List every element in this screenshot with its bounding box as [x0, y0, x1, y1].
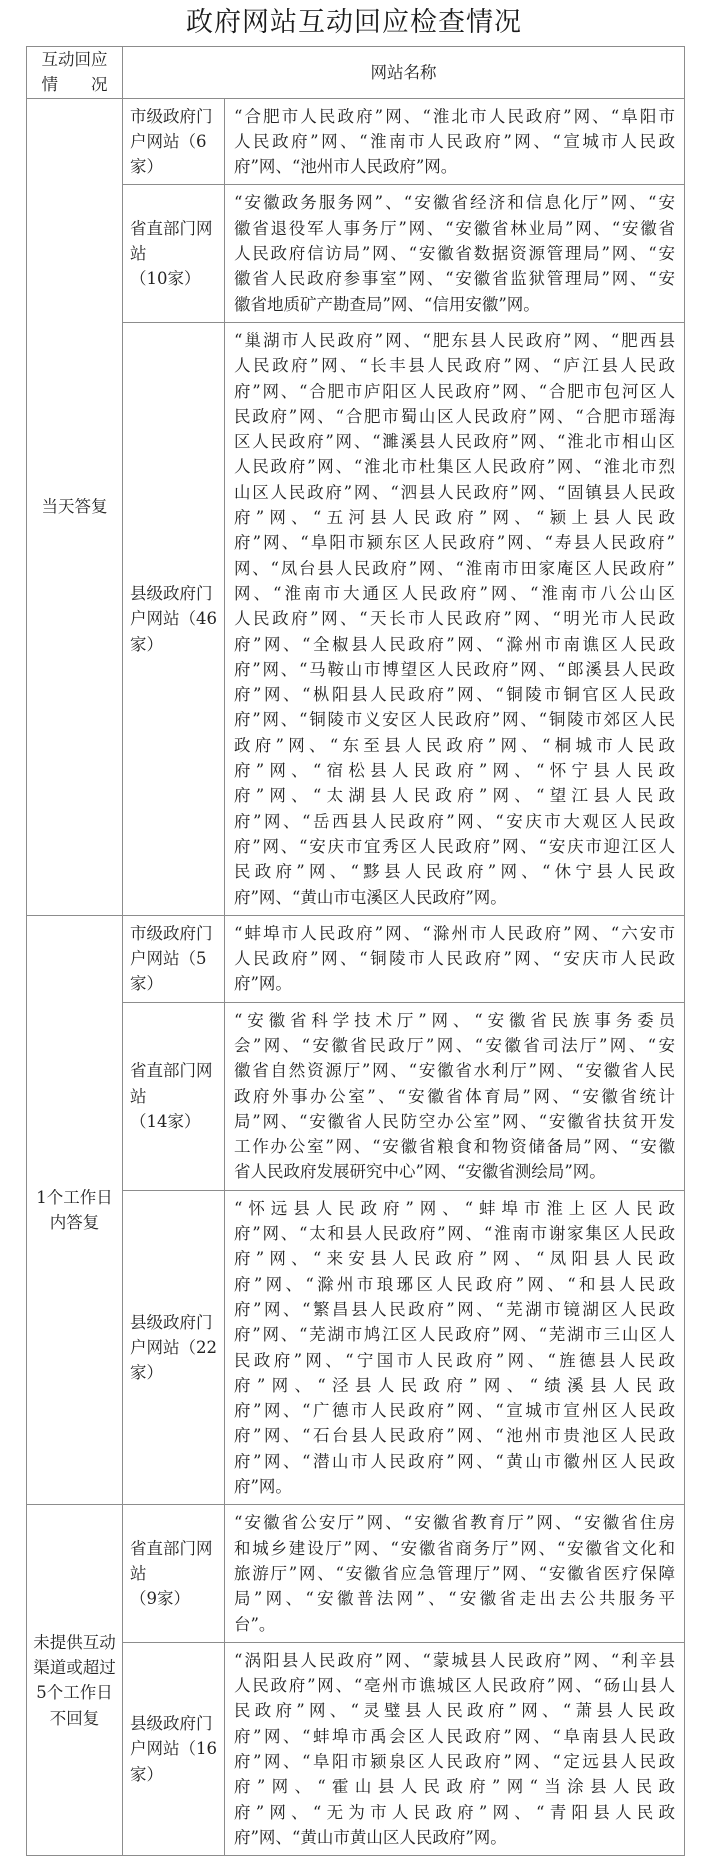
site-list-line: “涡阳县人民政府”网、“蒙城县人民政府”网、“利辛县 — [234, 1650, 675, 1670]
site-list-line: 人民政府”网、“铜陵市人民政府”网、“安庆市人民政 — [234, 949, 675, 969]
site-list-line: 政府”网、“东至县人民政府”网、“桐城市人民政 — [234, 735, 675, 755]
site-list-line: 人民政府”网、“淮南市人民政府”网、“宣城市人民政 — [234, 131, 675, 151]
site-list-line: 台”。 — [234, 1614, 276, 1634]
site-list-line: 府”网、“黄山市黄山区人民政府”网。 — [234, 1827, 507, 1847]
table-row — [27, 98, 685, 185]
site-list-line: 人民政府”网、“亳州市谯城区人民政府”网、“砀山县人 — [234, 1676, 675, 1696]
site-list-cell — [225, 1505, 685, 1642]
response-group-label: 不回复 — [49, 1708, 100, 1728]
site-list-line: 网、“凤台县人民政府”网、“淮南市田家庵区人民政府” — [234, 558, 675, 578]
site-category-label: 家） — [130, 157, 163, 177]
site-list-line: 府”网、“太和县人民政府”网、“淮南市谢家集区人民政 — [234, 1224, 675, 1244]
site-list-line: 府”网、“宿松县人民政府”网、“怀宁县人民政 — [234, 761, 675, 781]
site-list-cell — [225, 915, 685, 1002]
table-row — [27, 915, 685, 1002]
site-category-label: 户网站（5 — [130, 949, 207, 969]
header-site-name-cell — [123, 47, 685, 99]
response-group-label: 当天答复 — [41, 497, 108, 517]
site-list-line: “安徽省科学技术厅”网、“安徽省民族事务委员 — [234, 1010, 675, 1030]
header-response-line: 互动回应 — [41, 50, 108, 69]
inspection-table — [26, 46, 685, 1856]
site-list-line: 府”网、“五河县人民政府”网、“颍上县人民政 — [234, 508, 675, 528]
header-response-cell — [27, 47, 123, 99]
site-list-line: 府”网、“全椒县人民政府”网、“滁州市南谯区人民政 — [234, 634, 675, 654]
site-list-cell — [225, 1190, 685, 1505]
site-list-line: 府”网、“泾县人民政府”网、“绩溪县人民政 — [234, 1375, 675, 1395]
site-list-line: 省人民政府发展研究中心”网、“安徽省测绘局”网。 — [234, 1162, 606, 1182]
response-group-label: 1个工作日 — [36, 1187, 113, 1207]
response-group-label: 内答复 — [49, 1213, 100, 1233]
site-list-line: 民政府”网、“合肥市蜀山区人民政府”网、“合肥市瑶海 — [234, 406, 675, 426]
table-row — [27, 185, 685, 322]
site-list-line: 府”网、“芜湖市鸠江区人民政府”网、“芜湖市三山区人 — [234, 1325, 675, 1345]
site-list-line: 徽省自然资源厅”网、“安徽省水利厅”网、“安徽省人民 — [234, 1061, 675, 1081]
site-category-label: 县级政府门 — [130, 1714, 213, 1734]
site-list-line: “安徽政务服务网”、“安徽省经济和信息化厅”网、“安 — [234, 193, 675, 213]
site-list-line: 徽省地质矿产勘查局”网、“信用安徽”网。 — [234, 294, 540, 314]
site-list-line: 府”网。 — [234, 974, 292, 994]
site-list-line: 府”网、“岳西县人民政府”网、“安庆市大观区人民政 — [234, 811, 675, 831]
header-site-name-label: 网站名称 — [370, 62, 437, 82]
table-row — [27, 1190, 685, 1505]
table-row — [27, 1505, 685, 1642]
site-category-cell — [123, 322, 225, 915]
site-category-label: 市级政府门 — [130, 106, 213, 126]
site-list-cell — [225, 98, 685, 185]
site-list-line: 人民政府”网、“淮北市杜集区人民政府”网、“淮北市烈 — [234, 457, 675, 477]
site-category-label: 家） — [130, 634, 163, 654]
site-category-label: （10家） — [130, 269, 201, 289]
site-category-label: 市级政府门 — [130, 923, 213, 943]
site-category-cell — [123, 915, 225, 1002]
site-category-label: 站 — [130, 1086, 147, 1106]
site-category-cell — [123, 1190, 225, 1505]
site-list-line: 府”网、“合肥市庐阳区人民政府”网、“合肥市包河区人 — [234, 381, 675, 401]
site-list-line: “怀远县人民政府”网、“蚌埠市淮上区人民政 — [234, 1198, 675, 1218]
site-category-label: 站 — [130, 1563, 147, 1583]
site-category-label: 家） — [130, 974, 163, 994]
header-response-label — [42, 47, 108, 98]
site-list-line: 府”网、“池州市人民政府”网。 — [234, 157, 458, 177]
response-group-cell — [27, 915, 123, 1505]
site-category-label: 户网站（6 — [130, 131, 207, 151]
page-title: 政府网站互动回应检查情况 — [186, 7, 522, 38]
site-category-label: 户网站（16 — [130, 1739, 217, 1759]
site-list-line: 人民政府”网、“天长市人民政府”网、“明光市人民政 — [234, 609, 675, 629]
site-list-line: 府”网、“太湖县人民政府”网、“望江县人民政 — [234, 786, 675, 806]
site-category-label: 户网站（22 — [130, 1337, 217, 1357]
site-category-label: 省直部门网 — [130, 1538, 213, 1558]
site-list-line: 府”网、“马鞍山市博望区人民政府”网、“郎溪县人民政 — [234, 659, 675, 679]
site-list-line: 府”网、“安庆市宜秀区人民政府”网、“安庆市迎江区人 — [234, 836, 675, 856]
site-list-line: 府”网、“无为市人民政府”网、“青阳县人民政 — [234, 1802, 675, 1822]
site-list-line: 府”网、“滁州市琅琊区人民政府”网、“和县人民政 — [234, 1274, 675, 1294]
site-list-line: 府”网、“广德市人民政府”网、“宣城市宣州区人民政 — [234, 1401, 675, 1421]
response-group-label: 渠道或超过 — [33, 1657, 116, 1677]
site-list-cell — [225, 1642, 685, 1855]
site-list-line: 政府外事办公室”、“安徽省体育局”网、“安徽省统计 — [234, 1086, 675, 1106]
site-category-label: 省直部门网 — [130, 218, 213, 238]
site-list-cell — [225, 1002, 685, 1190]
site-list-line: 人民政府”网、“长丰县人民政府”网、“庐江县人民政 — [234, 356, 675, 376]
site-list-line: 府”网、“繁昌县人民政府”网、“芜湖市镜湖区人民政 — [234, 1299, 675, 1319]
site-list-line: 民政府”网、“宁国市人民政府”网、“旌德县人民政 — [234, 1350, 675, 1370]
site-list-line: 徽省退役军人事务厅”网、“安徽省林业局”网、“安徽省 — [234, 218, 675, 238]
site-list-line: 区人民政府”网、“濉溪县人民政府”网、“淮北市相山区 — [234, 432, 675, 452]
site-list-line: 府”网、“来安县人民政府”网、“凤阳县人民政 — [234, 1249, 675, 1269]
site-list-line: “安徽省公安厅”网、“安徽省教育厅”网、“安徽省住房 — [234, 1513, 675, 1533]
site-list-line: 和城乡建设厅”网、“安徽省商务厅”网、“安徽省文化和 — [234, 1538, 675, 1558]
site-category-cell — [123, 1002, 225, 1190]
site-list-line: 府”网。 — [234, 1477, 292, 1497]
site-category-label: 站 — [130, 244, 147, 264]
site-list-line: 局”网、“安徽普法网”、“安徽省走出去公共服务平 — [234, 1589, 675, 1609]
site-list-line: “合肥市人民政府”网、“淮北市人民政府”网、“阜阳市 — [234, 106, 675, 126]
site-category-label: （9家） — [130, 1589, 190, 1609]
site-list-line: 府”网、“霍山县人民政府”网“当涂县人民政 — [234, 1777, 675, 1797]
response-group-cell — [27, 98, 123, 915]
table-row — [27, 322, 685, 915]
site-category-label: 省直部门网 — [130, 1061, 213, 1081]
response-group-cell — [27, 1505, 123, 1856]
table-body — [27, 47, 685, 1856]
site-list-line: 府”网、“潜山市人民政府”网、“黄山市徽州区人民政 — [234, 1451, 675, 1471]
site-list-line: 网、“淮南市大通区人民政府”网、“淮南市八公山区 — [234, 583, 675, 603]
site-list-line: 府”网、“阜阳市颍东区人民政府”网、“寿县人民政府” — [234, 533, 675, 553]
header-response-line: 情 况 — [41, 75, 108, 95]
site-list-line: “蚌埠市人民政府”网、“滁州市人民政府”网、“六安市 — [234, 923, 675, 943]
site-category-cell — [123, 98, 225, 185]
site-list-line: 局”网、“安徽省人民防空办公室”网、“安徽省扶贫开发 — [234, 1111, 675, 1131]
table-row — [27, 1002, 685, 1190]
site-list-line: 旅游厅”网、“安徽省应急管理厅”网、“安徽省医疗保障 — [234, 1563, 675, 1583]
site-list-line: 府”网、“铜陵市义安区人民政府”网、“铜陵市郊区人民 — [234, 710, 675, 730]
site-category-label: （14家） — [130, 1111, 201, 1131]
site-list-line: 府”网、“石台县人民政府”网、“池州市贵池区人民政 — [234, 1426, 675, 1446]
site-category-cell — [123, 185, 225, 322]
site-list-line: 府”网、“枞阳县人民政府”网、“铜陵市铜官区人民政 — [234, 685, 675, 705]
table-row — [27, 1642, 685, 1855]
site-list-cell — [225, 322, 685, 915]
site-list-line: 府”网、“阜阳市颍泉区人民政府”网、“定远县人民政 — [234, 1752, 675, 1771]
site-list-line: 工作办公室”网、“安徽省粮食和物资储备局”网、“安徽 — [234, 1137, 675, 1157]
site-category-label: 户网站（46 — [130, 609, 217, 629]
site-list-line: 府”网、“蚌埠市禹会区人民政府”网、“阜南县人民政 — [234, 1726, 675, 1746]
response-group-label: 5个工作日 — [36, 1683, 113, 1703]
site-list-line: 会”网、“安徽省民政厅”网、“安徽省司法厅”网、“安 — [234, 1035, 675, 1055]
site-list-line: “巢湖市人民政府”网、“肥东县人民政府”网、“肥西县 — [234, 330, 675, 350]
site-list-line: 民政府”网、“灵璧县人民政府”网、“萧县人民政 — [234, 1701, 675, 1721]
site-category-cell — [123, 1505, 225, 1642]
site-list-line: 民政府”网、“黟县人民政府”网、“休宁县人民政 — [234, 862, 675, 882]
site-category-label: 县级政府门 — [130, 1312, 213, 1332]
response-group-label: 未提供互动 — [33, 1632, 116, 1652]
site-list-line: 山区人民政府”网、“泗县人民政府”网、“固镇县人民政 — [234, 482, 675, 502]
site-list-cell — [225, 185, 685, 322]
site-category-label: 家） — [130, 1363, 163, 1383]
table-header-row — [27, 47, 685, 99]
site-category-label: 县级政府门 — [130, 583, 213, 603]
site-list-line: 人民政府信访局”网、“安徽省数据资源管理局”网、“安 — [234, 244, 675, 264]
site-category-cell — [123, 1642, 225, 1855]
site-list-line: 徽省人民政府参事室”网、“安徽省监狱管理局”网、“安 — [234, 269, 675, 289]
site-category-label: 家） — [130, 1764, 163, 1784]
site-list-line: 府”网、“黄山市屯溪区人民政府”网。 — [234, 887, 507, 907]
